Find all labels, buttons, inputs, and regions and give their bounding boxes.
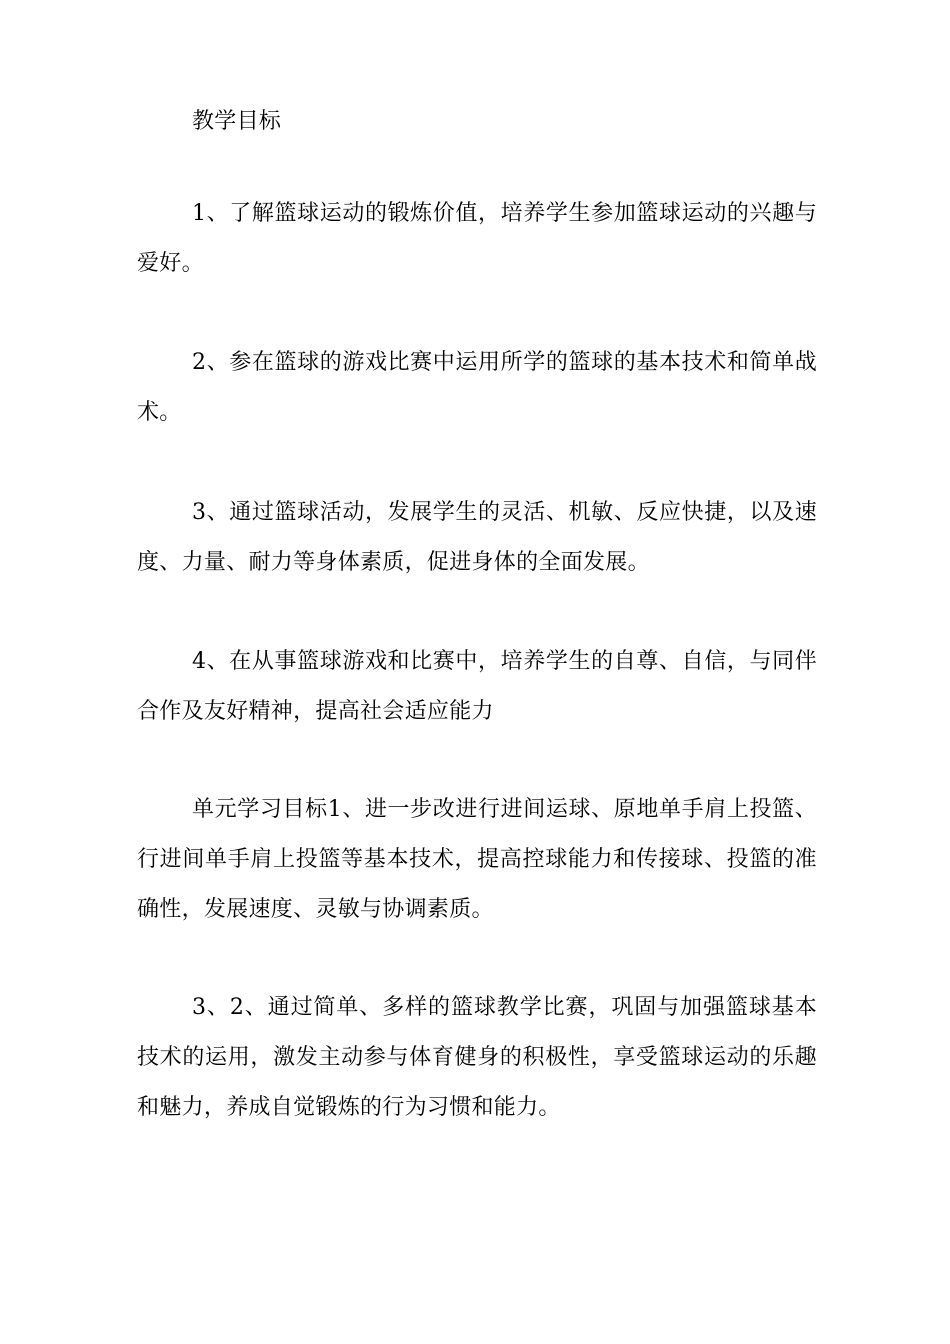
paragraph-goal-3: 3、通过篮球活动，发展学生的灵活、机敏、反应快捷，以及速度、力量、耐力等身体素质，促进身体的全面发展。 bbox=[137, 500, 817, 575]
paragraph-goal-4: 4、在从事篮球游戏和比赛中，培养学生的自尊、自信，与同伴合作及友好精神，提高社会适应能力 bbox=[137, 649, 817, 724]
section-title: 教学目标 bbox=[192, 109, 282, 134]
paragraph-goal-1: 1、了解篮球运动的锻炼价值，培养学生参加篮球运动的兴趣与爱好。 bbox=[137, 201, 817, 276]
paragraph-goal-2: 2、参在篮球的游戏比赛中运用所学的篮球的基本技术和简单战术。 bbox=[137, 350, 817, 425]
paragraph-unit-goal-1: 单元学习目标1、进一步改进行进间运球、原地单手肩上投篮、行进间单手肩上投篮等基本技术，提高控球能力和传接球、投篮的准确性，发展速度、灵敏与协调素质。 bbox=[137, 797, 817, 922]
paragraph-unit-goal-2: 3、2、通过简单、多样的篮球教学比赛，巩固与加强篮球基本技术的运用，激发主动参与体育健身的积极性，享受篮球运动的乐趣和魅力，养成自觉锻炼的行为习惯和能力。 bbox=[137, 995, 817, 1120]
